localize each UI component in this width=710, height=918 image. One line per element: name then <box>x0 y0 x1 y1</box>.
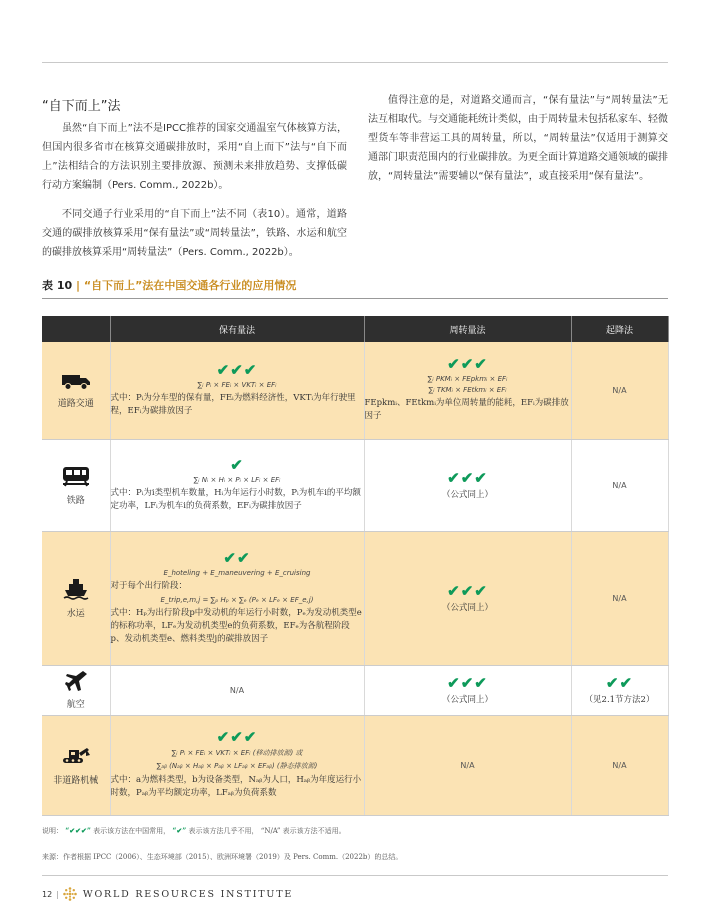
formula: ∑ᵢ Pᵢ × FEᵢ × VKTᵢ × EFᵢ <box>197 380 277 389</box>
stock-method-cell <box>110 439 364 531</box>
wri-logo-icon <box>63 887 77 901</box>
check-marks: ✔✔✔ <box>447 673 488 692</box>
page-footer <box>42 887 293 901</box>
formula: ∑ᵢ Pᵢ × FEᵢ × VKTᵢ × EFᵢ (移动排放源) 或 <box>171 749 303 757</box>
check-marks: ✔✔✔ <box>447 468 488 487</box>
same-formula-note: （公式同上） <box>441 694 493 705</box>
turnover-method-cell <box>364 665 571 715</box>
formula-note: 式中：Pᵢ为i类型机车数量，Hᵢ为年运行小时数，Pᵢ为机车i的平均额定功率，LFᵢ为机车i的负荷系数，EFᵢ为碳排放因子 <box>110 487 361 511</box>
table-header-row <box>42 316 668 342</box>
table-row <box>42 665 668 715</box>
same-formula-note: （见2.1节方法2） <box>584 694 655 705</box>
excavator-icon <box>61 745 91 767</box>
table-separator: | <box>75 279 81 292</box>
sector-label: 非道路机械 <box>53 775 99 786</box>
table-title-rule <box>42 298 668 299</box>
sector-cell <box>42 665 110 715</box>
top-rule <box>42 62 668 63</box>
ship-icon <box>63 578 89 600</box>
turnover-method-cell: N/A <box>364 715 571 815</box>
table-source: 来源：作者根据 IPCC（2006）、生态环境部（2015）、欧洲环境署（2019）及 Pers. Comm.（2022b）的总结。 <box>42 853 403 861</box>
sector-label: 道路交通 <box>57 398 94 409</box>
table-row <box>42 531 668 665</box>
check-marks: ✔✔ <box>223 548 251 567</box>
check-marks: ✔✔✔ <box>447 355 488 374</box>
sector-label: 航空 <box>66 699 85 710</box>
header-turnover-method: 周转量法 <box>364 316 571 342</box>
landing-method-cell: N/A <box>571 439 668 531</box>
formula: E_trip,e,m,j = ∑ₚ Hₚ × ∑ₑ (Pₑ × LFₑ × EF_e,j) <box>160 595 314 604</box>
turnover-method-cell <box>364 439 571 531</box>
check-marks: ✔✔✔ <box>447 581 488 600</box>
legend-three-checks: “✔✔✔” <box>65 826 91 835</box>
table-title <box>42 277 296 293</box>
section-heading: “自下而上”法 <box>42 99 121 114</box>
sector-cell <box>42 439 110 531</box>
stock-method-cell <box>110 342 364 439</box>
formula: ∑ₐᵦ (Nₐᵦ × Hₐᵦ × Pₐᵦ × LFₐᵦ × EFₐᵦ) (静态排放源) <box>156 762 318 770</box>
paragraph: 虽然“自下而上”法不是IPCC推荐的国家交通温室气体核算方法，但国内很多省市在核算交通碳排放时，采用“自上而下”法与“自下而上”法相结合的方法识别主要排放源、预测未来排放趋势、支撑低碳行动方案编制（Pers. Comm., 2022b）。 <box>42 123 347 191</box>
right-column <box>368 91 668 196</box>
methods-table <box>42 316 669 816</box>
truck-icon <box>61 372 91 390</box>
plane-icon <box>64 671 88 691</box>
footer-separator: | <box>56 889 59 899</box>
header-landing-method: 起降法 <box>571 316 668 342</box>
table-caption: “自下而上”法在中国交通各行业的应用情况 <box>83 279 297 292</box>
stock-method-cell <box>110 715 364 815</box>
check-marks: ✔✔✔ <box>216 728 258 746</box>
formula-note: 式中：Hₚ为出行阶段p中发动机的年运行小时数，Pₑ为发动机类型e的标称功率，LFₑ为发动机类型e的负荷系数，EFₑ为各航程阶段p、发动机类型e、燃料类型j的碳排放因子 <box>110 607 362 644</box>
legend-na-text: “N/A” 表示该方法不适用。 <box>260 827 346 835</box>
formula-note: FEpkmᵢ、FEtkmᵢ为单位周转量的能耗，EFᵢ为碳排放因子 <box>364 398 569 422</box>
stock-method-cell <box>110 531 364 665</box>
formula: ∑ᵢ TKMᵢ × FEtkmᵢ × EFᵢ <box>428 386 507 395</box>
formula: ∑ᵢ PKMᵢ × FEpkmᵢ × EFᵢ <box>427 375 508 384</box>
turnover-method-cell <box>364 342 571 439</box>
check-marks: ✔✔✔ <box>216 360 258 379</box>
same-formula-note: （公式同上） <box>441 602 493 613</box>
paragraph: 不同交通子行业采用的“自下而上”法不同（表10）。通常，道路交通的碳排放核算采用“保有量法”或“周转量法”，铁路、水运和航空的碳排放核算采用“周转量法”（Pers. Comm., 2022b）。 <box>42 209 347 258</box>
organization-name: WORLD RESOURCES INSTITUTE <box>82 888 294 900</box>
same-formula-note: （公式同上） <box>441 489 493 500</box>
sector-cell <box>42 531 110 665</box>
formula-intro: 对于每个出行阶段： <box>110 580 188 591</box>
sector-cell <box>42 342 110 439</box>
footer-rule <box>42 875 668 876</box>
formula-note: 式中：Pᵢ为分车型的保有量，FEᵢ为燃料经济性，VKTᵢ为年行驶里程，EFᵢ为碳排放因子 <box>110 392 356 416</box>
legend-three-text: 表示该方法在中国常用， <box>93 827 171 835</box>
header-cell <box>42 316 110 342</box>
landing-method-cell: N/A <box>571 531 668 665</box>
check-marks: ✔✔ <box>605 673 634 692</box>
train-icon <box>61 465 91 487</box>
table-row <box>42 342 668 439</box>
stock-method-cell: N/A <box>110 665 364 715</box>
landing-method-cell: N/A <box>571 342 668 439</box>
formula-note: 式中：a为燃料类型，b为设备类型，Nₐᵦ为人口，Hₐᵦ为年度运行小时数，Pₐᵦ为平均额定功率，LFₐᵦ为负荷系数 <box>110 775 362 798</box>
check-marks: ✔ <box>230 455 244 474</box>
table-row <box>42 715 668 815</box>
sector-cell <box>42 715 110 815</box>
page-number: 12 <box>42 889 53 899</box>
paragraph: 值得注意的是，对道路交通而言，“保有量法”与“周转量法”无法互相取代。与交通能耗统计类似，由于周转量未包括私家车、轻微型货车等非营运工具的周转量，所以，“周转量法”仅适用于测算交通部门职责范围内的行业碳排放。为更全面计算道路交通领域的碳排放，“周转量法”需要辅以“保有量法”，或直接采用“保有量法”。 <box>368 95 668 182</box>
table-label: 表 10 <box>42 279 73 292</box>
table-legend <box>42 826 346 836</box>
legend-prefix: 说明： <box>42 827 63 835</box>
formula: ∑ᵢ Nᵢ × Hᵢ × Pᵢ × LFᵢ × EFᵢ <box>193 475 281 484</box>
sector-label: 铁路 <box>66 495 85 506</box>
legend-one-text: 表示该方法几乎不用， <box>188 827 259 835</box>
landing-method-cell: N/A <box>571 715 668 815</box>
left-column <box>42 119 347 272</box>
sector-label: 水运 <box>66 608 85 619</box>
table-row <box>42 439 668 531</box>
legend-one-check: “✔” <box>172 826 187 835</box>
header-stock-method: 保有量法 <box>110 316 364 342</box>
landing-method-cell <box>571 665 668 715</box>
formula: E_hoteling + E_maneuvering + E_cruising <box>163 568 311 577</box>
turnover-method-cell <box>364 531 571 665</box>
